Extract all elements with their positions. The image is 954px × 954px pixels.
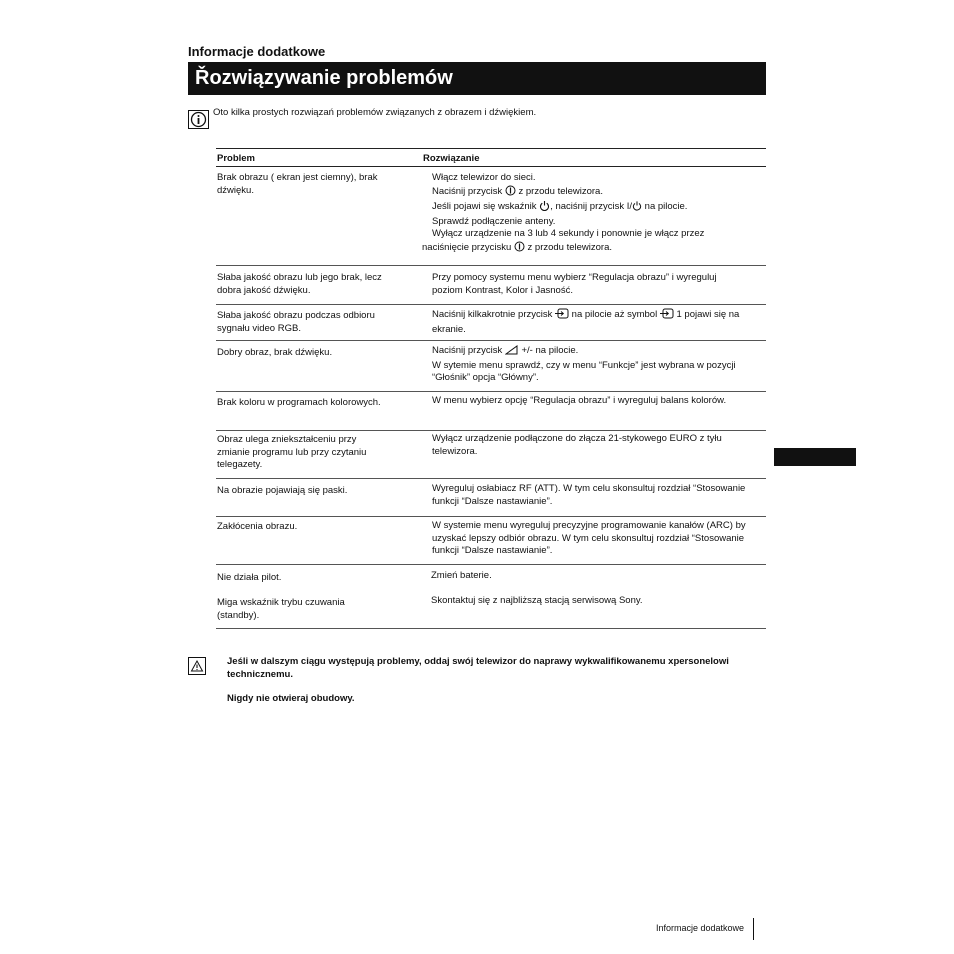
row-divider [216, 478, 766, 479]
table-row-problem: Brak obrazu ( ekran jest ciemny), brak dźwięku. [217, 172, 378, 196]
table-row-solution: Wyreguluj osłabiacz RF (ATT). W tym celu skonsultuj rozdział “Stosowanie funkcji “Dalsze nastawianie”. [432, 483, 746, 507]
table-row-solution: Skontaktuj się z najbliższą stacją serwisową Sony. [431, 595, 643, 606]
row-divider [216, 430, 766, 431]
page-footer: Informacje dodatkowe [656, 923, 745, 933]
section-label: Informacje dodatkowe [188, 44, 326, 59]
column-header-problem: Problem [217, 153, 256, 164]
page-title: Řozwiązywanie problemów [188, 62, 766, 95]
row-divider [216, 564, 766, 565]
table-row-solution: Przy pomocy systemu menu wybierz “Regulacja obrazu” i wyreguluj poziom Kontrast, Kolor i Jasność. [432, 272, 717, 296]
table-row-solution: Zmień baterie. [431, 570, 492, 581]
power-icon [514, 241, 525, 257]
table-row-solution: W menu wybierz opcję “Regulacja obrazu” i wyreguluj balans kolorów. [432, 395, 727, 406]
row-divider [216, 516, 766, 517]
table-row-problem: Brak koloru w programach kolorowych. [217, 397, 381, 408]
table-row-problem: Zakłócenia obrazu. [217, 521, 298, 532]
power-icon [505, 185, 516, 201]
warning-text: Jeśli w dalszym ciągu występują problemy, oddaj swój telewizor do naprawy wykwalifikowanemu xpersonelowi technicznemu. [227, 656, 729, 680]
standby-icon [539, 200, 550, 216]
table-row-problem: Dobry obraz, brak dźwięku. [217, 347, 333, 358]
row-divider [216, 304, 766, 305]
standby-icon [632, 200, 642, 216]
volume-icon [505, 345, 519, 360]
row-divider [216, 340, 766, 341]
table-row-solution: Naciśnij przycisk +/- na pilocie. W sytemie menu sprawdź, czy w menu “Funkcje” jest wybrana w pozycji “Głośnik” opcja “Główny”. [432, 345, 736, 383]
table-row-problem: Na obrazie pojawiają się paski. [217, 485, 348, 496]
input-icon [555, 308, 569, 324]
warning-text-secondary: Nigdy nie otwieraj obudowy. [227, 693, 355, 704]
table-row-problem: Nie działa pilot. [217, 572, 282, 583]
input-icon [660, 308, 674, 324]
table-row-solution: Włącz telewizor do sieci. Naciśnij przycisk z przodu telewizora. Jeśli pojawi się wskaźnik , naciśnij przycisk I/ na pilocie. Sprawdź podłączenie anteny. Wyłącz urządzenie na 3 lub 4 sekundy i ponownie je włącz przez naciśnięcie przycisku z przodu telewizora. [432, 172, 768, 256]
column-header-solution: Rozwiązanie [423, 153, 480, 164]
table-row-problem: Obraz ulega zniekształceniu przy zmianie programu lub przy czytaniu telegazety. [217, 434, 367, 470]
table-bottom-rule [216, 628, 766, 629]
row-divider [216, 391, 766, 392]
intro-text: Oto kilka prostych rozwiązań problemów związanych z obrazem i dźwiękiem. [213, 107, 537, 118]
table-top-rule [216, 148, 766, 149]
row-divider [216, 265, 766, 266]
footer-divider [753, 918, 754, 940]
table-header-rule [216, 166, 766, 167]
table-row-solution: Naciśnij kilkakrotnie przycisk na pilocie aż symbol 1 pojawi się na ekranie. [432, 309, 740, 335]
table-row-problem: Słaba jakość obrazu lub jego brak, lecz dobra jakość dźwięku. [217, 272, 382, 296]
info-icon [188, 110, 209, 129]
section-tab [774, 448, 856, 466]
table-row-solution: Wyłącz urządzenie podłączone do złącza 21-stykowego EURO z tyłu telewizora. [432, 433, 722, 457]
table-row-problem: Miga wskaźnik trybu czuwania (standby). [217, 597, 345, 621]
table-row-solution: W systemie menu wyreguluj precyzyjne programowanie kanałów (ARC) by uzyskać lepszy odbiór obrazu. W tym celu skonsultuj rozdział “Stosowanie funkcji “Dalsze nastawianie”. [432, 520, 746, 556]
table-row-problem: Słaba jakość obrazu podczas odbioru sygnału video RGB. [217, 310, 375, 334]
warning-icon [188, 657, 206, 675]
